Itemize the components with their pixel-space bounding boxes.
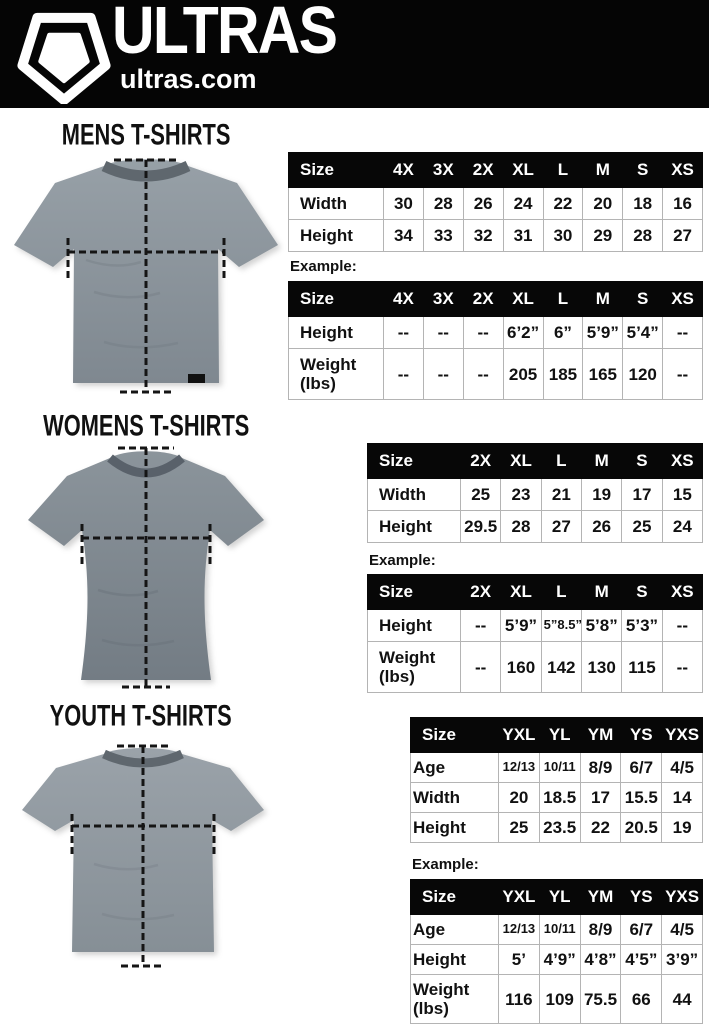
table-header-size: L [541,575,581,610]
row-label: Age [411,753,499,783]
data-table [288,152,703,252]
table-header-size: S [622,575,662,610]
table-header-size: M [583,153,623,188]
table-cell: 17 [580,783,621,813]
table-cell: 21 [541,479,581,511]
table-header-size: YXL [499,718,540,753]
table-cell: 10/11 [539,753,580,783]
row-label: Height [289,317,384,349]
mens-section-title: MENS T-SHIRTS [61,118,231,151]
table-header-size: 2X [463,282,503,317]
table-row [368,610,703,642]
youth-example-label: Example: [412,856,479,873]
table-header-label: Size [368,575,461,610]
table-header-size: L [541,444,581,479]
table-cell: 15.5 [621,783,662,813]
table-row [411,813,703,843]
header-bar [0,0,709,108]
table-cell: 142 [541,642,581,693]
table-header-size: 4X [384,153,424,188]
data-table [288,281,703,400]
row-label: Age [411,915,499,945]
table-cell: 5’ [499,945,540,975]
row-label: Height [411,813,499,843]
table-cell: -- [461,610,501,642]
table-cell: 5’3” [622,610,662,642]
table-row [411,783,703,813]
table-header-label: Size [289,282,384,317]
table-header-size: XL [501,575,541,610]
table-cell: 5’9” [583,317,623,349]
mens-tshirt-image [6,150,286,402]
table-header-size: XL [501,444,541,479]
table-cell: -- [423,317,463,349]
table-cell: -- [663,349,703,400]
table-cell: 5’8” [581,610,621,642]
table-cell: 116 [499,975,540,1024]
table-row [368,642,703,693]
table-header-size: L [543,282,583,317]
table-header-size: 3X [423,153,463,188]
data-table [367,443,703,543]
table-cell: 30 [384,188,424,220]
table-header-size: 2X [461,444,501,479]
table-cell: 5’9” [501,610,541,642]
table-cell: 109 [539,975,580,1024]
table-row [289,349,703,400]
table-cell: 27 [541,511,581,543]
table-cell: 165 [583,349,623,400]
table-cell: 115 [622,642,662,693]
table-header-size: XS [663,153,703,188]
table-header-size: YS [621,718,662,753]
table-cell: 185 [543,349,583,400]
table-header-label: Size [411,880,499,915]
site-url: ultras.com [120,64,257,94]
table-cell: 17 [622,479,662,511]
data-table [367,574,703,693]
table-header-size: S [623,153,663,188]
table-cell: 23.5 [539,813,580,843]
table-cell: 31 [503,220,543,252]
table-cell: 20 [499,783,540,813]
table-cell: 5’4” [623,317,663,349]
youth-tshirt-image [12,734,274,979]
table-header-size: M [581,444,621,479]
table-row [368,511,703,543]
table-header-size: YXS [662,880,703,915]
mens-size-table [288,152,703,252]
table-cell: 27 [663,220,703,252]
table-cell: 26 [581,511,621,543]
table-header-size: YL [539,880,580,915]
table-cell: 22 [543,188,583,220]
table-cell: -- [663,317,703,349]
womens-tshirt-image [6,440,286,695]
table-row [368,479,703,511]
table-cell: 75.5 [580,975,621,1024]
table-cell: 10/11 [539,915,580,945]
table-cell: 44 [662,975,703,1024]
table-header-size: 3X [423,282,463,317]
table-cell: 120 [623,349,663,400]
table-header-size: S [622,444,662,479]
table-cell: 5”8.5” [541,610,581,642]
table-header-size: M [581,575,621,610]
table-cell: 4’9” [539,945,580,975]
table-cell: 30 [543,220,583,252]
table-cell: 12/13 [499,753,540,783]
womens-example-table [367,574,703,693]
table-cell: 8/9 [580,915,621,945]
table-cell: 6/7 [621,753,662,783]
table-header-size: 2X [461,575,501,610]
youth-section-title: YOUTH T-SHIRTS [49,699,233,732]
table-cell: 32 [463,220,503,252]
table-cell: 18 [623,188,663,220]
table-header-label: Size [368,444,461,479]
table-cell: 20 [583,188,623,220]
row-label: Height [411,945,499,975]
table-header-size: YL [539,718,580,753]
data-table [410,879,703,1024]
table-cell: 25 [622,511,662,543]
table-cell: 4/5 [662,753,703,783]
table-cell: 19 [581,479,621,511]
table-header-label: Size [411,718,499,753]
row-label: Weight (lbs) [289,349,384,400]
data-table [410,717,703,843]
table-cell: 4’5” [621,945,662,975]
table-cell: 8/9 [580,753,621,783]
table-row [411,975,703,1024]
table-cell: -- [662,610,702,642]
table-cell: 66 [621,975,662,1024]
row-label: Height [368,610,461,642]
table-cell: 15 [662,479,702,511]
womens-section-title: WOMENS T-SHIRTS [42,409,250,442]
table-cell: 12/13 [499,915,540,945]
table-header-size: YXS [662,718,703,753]
table-row [411,753,703,783]
table-cell: -- [662,642,702,693]
youth-example-table [410,879,703,1024]
table-header-size: YXL [499,880,540,915]
table-cell: -- [463,349,503,400]
table-cell: 29 [583,220,623,252]
ultras-pentagon-logo-icon [14,5,114,104]
table-cell: 25 [461,479,501,511]
table-cell: 20.5 [621,813,662,843]
table-cell: 24 [662,511,702,543]
table-cell: 16 [663,188,703,220]
mens-example-table [288,281,703,400]
table-row [411,945,703,975]
table-cell: -- [463,317,503,349]
table-cell: 25 [499,813,540,843]
table-header-size: L [543,153,583,188]
row-label: Weight (lbs) [368,642,461,693]
table-cell: 28 [501,511,541,543]
table-header-size: M [583,282,623,317]
table-cell: 130 [581,642,621,693]
table-header-size: 2X [463,153,503,188]
hem-tag [188,374,205,383]
table-cell: 205 [503,349,543,400]
row-label: Height [289,220,384,252]
table-row [411,915,703,945]
table-header-size: S [623,282,663,317]
table-header-size: YS [621,880,662,915]
table-cell: 4/5 [662,915,703,945]
table-cell: 160 [501,642,541,693]
table-cell: 14 [662,783,703,813]
table-cell: 6’2” [503,317,543,349]
table-row [289,220,703,252]
table-header-size: XS [663,282,703,317]
table-cell: 26 [463,188,503,220]
table-header-size: XL [503,282,543,317]
table-cell: 4’8” [580,945,621,975]
row-label: Weight (lbs) [411,975,499,1024]
womens-example-label: Example: [369,552,436,569]
table-cell: 6” [543,317,583,349]
table-cell: 22 [580,813,621,843]
table-cell: 24 [503,188,543,220]
row-label: Height [368,511,461,543]
table-header-size: 4X [384,282,424,317]
table-cell: 28 [623,220,663,252]
table-cell: 29.5 [461,511,501,543]
table-cell: 34 [384,220,424,252]
table-header-label: Size [289,153,384,188]
mens-example-label: Example: [290,258,357,275]
table-header-size: XS [662,444,702,479]
table-cell: 33 [423,220,463,252]
table-cell: 18.5 [539,783,580,813]
table-row [289,188,703,220]
table-header-size: YM [580,880,621,915]
table-header-size: XS [662,575,702,610]
table-cell: -- [384,317,424,349]
table-cell: 19 [662,813,703,843]
womens-size-table [367,443,703,543]
youth-size-table [410,717,703,843]
table-cell: 23 [501,479,541,511]
table-header-size: XL [503,153,543,188]
table-cell: -- [461,642,501,693]
table-row [289,317,703,349]
table-cell: 6/7 [621,915,662,945]
table-cell: 3’9” [662,945,703,975]
row-label: Width [368,479,461,511]
table-cell: -- [423,349,463,400]
table-cell: -- [384,349,424,400]
row-label: Width [289,188,384,220]
brand-title: ULTRAS [112,0,337,68]
row-label: Width [411,783,499,813]
table-cell: 28 [423,188,463,220]
table-header-size: YM [580,718,621,753]
